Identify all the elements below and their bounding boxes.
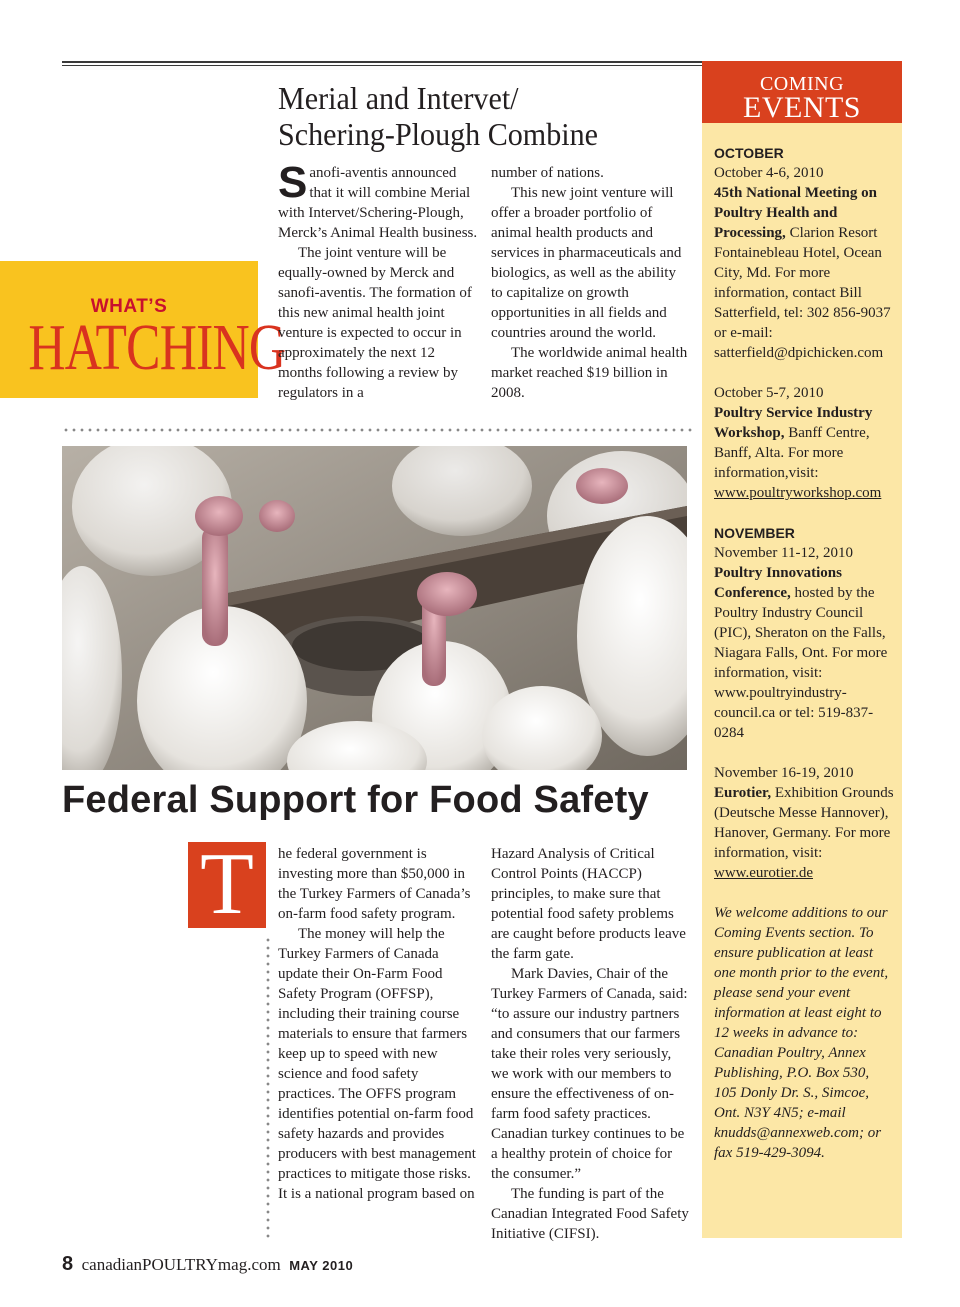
event1-details: Clarion Resort Fontainebleau Hotel, Ocean City, Md. For more information, contact Bill Satterfield, tel: 302 856-9037 or e-mail: satterfield@dpichicken.com — [714, 225, 891, 361]
article2-column-1 — [278, 844, 478, 1204]
event1 — [714, 183, 894, 363]
article2-col1-p2: The money will help the Turkey Farmers of Canada update their On-Farm Food Safety Program (OFFSP), including their training course materials to ensure that farmers keep up to speed with new science and food safety practices. The OFFS program identifies potential on-farm food safety hazards and provides producers with best management practices to mitigate those risks. It is a national program based on — [278, 926, 476, 1202]
article2-col2-p1: Hazard Analysis of Critical Control Points (HACCP) principles, to make sure that potential food safety problems are caught before products leave the farm gate. — [491, 846, 686, 962]
article1-headline-line1: Merial and Intervet/ — [278, 80, 519, 116]
article2-dropcap: T — [188, 842, 266, 928]
footer-site: canadianPOULTRYmag.com — [81, 1255, 281, 1274]
month-heading-october: OCTOBER — [714, 145, 784, 161]
month-heading-november: NOVEMBER — [714, 525, 795, 541]
event4-date: November 16-19, 2010 — [714, 765, 854, 781]
top-rule-thin — [62, 65, 702, 66]
event3 — [714, 563, 894, 743]
event2 — [714, 403, 894, 503]
article2-col2-p3: The funding is part of the Canadian Integrated Food Safety Initiative (CIFSI). — [491, 1186, 689, 1242]
event2-details: Banff Centre, Banff, Alta. For more information,visit: — [714, 425, 870, 481]
event4-name: Eurotier, — [714, 785, 772, 801]
article1-headline-line2: Schering-Plough Combine — [278, 116, 598, 152]
page-footer — [62, 1252, 562, 1278]
section-tag-big: HATCHING — [28, 311, 286, 384]
coming-events-title-big: EVENTS — [743, 91, 861, 124]
article1-col1-p1: anofi-aventis announced that it will combine Merial with Intervet/Schering-Plough, Merck’s Animal Health business. — [278, 165, 478, 241]
event1-name: 45th National Meeting on Poultry Health and Processing, — [714, 185, 877, 241]
article2-col2-p2: Mark Davies, Chair of the Turkey Farmers of Canada, said: “to assure our industry partners and consumers that our farmers take their roles very seriously, we work with our members to ensure the effectiveness of on-farm food safety practices. Canadian turkey continues to be a healthy protein of choice for the consumer.” — [491, 966, 688, 1182]
event2-link[interactable]: www.poultryworkshop.com — [714, 485, 882, 501]
article1-col2-p1: number of nations. — [491, 165, 604, 181]
article1-col1-p2: The joint venture will be equally-owned by Merck and sanofi-aventis. The formation of this new animal health joint venture is expected to occur in approximately the next 12 months following a review by regulators in a — [278, 245, 472, 401]
coming-events-title-small: COMING — [759, 73, 845, 95]
events-list — [714, 143, 894, 1163]
submission-note: We welcome additions to our Coming Events section. To ensure publication at least one month prior to the event, please send your event information at least eight to 12 weeks in advance to: Canadian Poultry, Annex Publishing, P.O. Box 530, 105 Donly Dr. S., Simcoe, Ont. N3Y 4N5; e-mail knudds@annexweb.com; or fax 519-429-3094. — [714, 905, 889, 1161]
article2-headline: Federal Support for Food Safety — [62, 779, 649, 821]
dotted-vertical-divider — [265, 936, 271, 1238]
event4-link[interactable]: www.eurotier.de — [714, 865, 813, 881]
article1-column-1 — [278, 158, 478, 403]
top-rule — [62, 61, 702, 63]
event2-name: Poultry Service Industry Workshop, — [714, 405, 873, 441]
coming-events-header — [702, 61, 902, 123]
article1-col2-p2: This new joint venture will offer a broader portfolio of animal health products and services in pharmaceuticals and biologics, as well as the ability to capitalize on growth opportunities in all fields and countries around the world. — [491, 185, 682, 341]
event3-details: hosted by the Poultry Industry Council (PIC), Sheraton on the Falls, Niagara Falls, Ont. For more information, visit: www.poultryindustry-council.ca or tel: 519-837-0284 — [714, 585, 888, 741]
article1-column-2 — [491, 163, 691, 403]
article1-dropcap: S — [278, 158, 308, 207]
article2-col1-p1: he federal government is investing more than $50,000 in the Turkey Farmers of Canada’s on-farm food safety program. — [278, 846, 471, 922]
event3-name: Poultry Innovations Conference, — [714, 565, 842, 601]
article1-headline — [278, 80, 673, 152]
article1-col2-p3: The worldwide animal health market reached $19 billion in 2008. — [491, 345, 688, 401]
event4-details: Exhibition Grounds (Deutsche Messe Hannover), Hanover, Germany. For more information, visit: — [714, 785, 894, 861]
dotted-divider — [62, 427, 692, 433]
event4 — [714, 783, 894, 883]
article2-column-2 — [491, 844, 691, 1244]
event2-date: October 5-7, 2010 — [714, 385, 824, 401]
event1-date: October 4-6, 2010 — [714, 165, 824, 181]
event3-date: November 11-12, 2010 — [714, 545, 853, 561]
turkey-photo — [62, 446, 687, 770]
turkey-photo-illustration — [62, 446, 687, 770]
page-number: 8 — [62, 1253, 74, 1275]
section-tag-small: WHAT’S — [90, 296, 168, 317]
footer-issue: MAY 2010 — [289, 1258, 354, 1273]
